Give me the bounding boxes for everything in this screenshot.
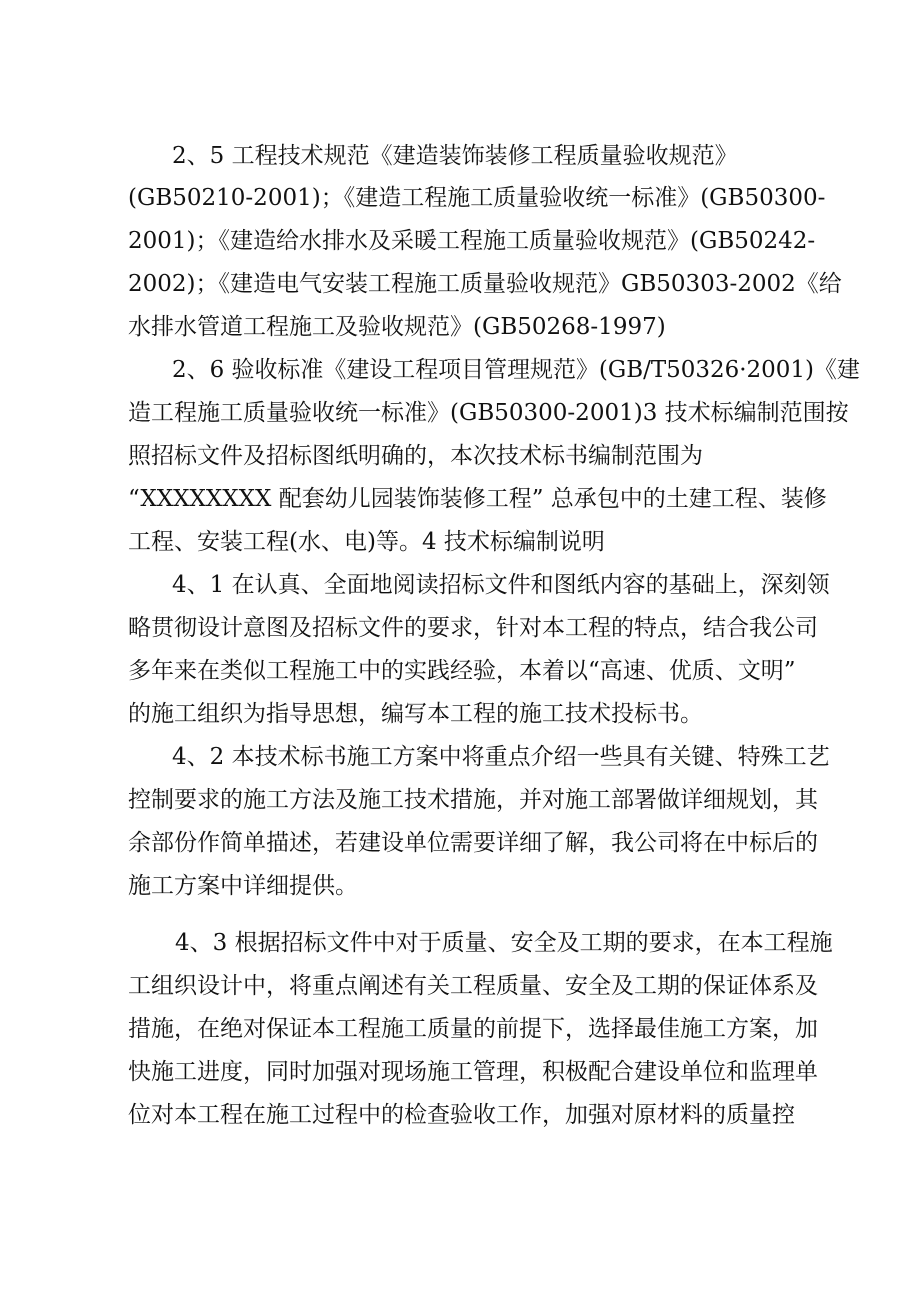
text-line: 措施，在绝对保证本工程施工质量的前提下，选择最佳施工方案，加: [128, 1016, 818, 1042]
text-line: 4、1 在认真、全面地阅读招标文件和图纸内容的基础上，深刻领: [172, 572, 830, 598]
text-line: 的施工组织为指导思想，编写本工程的施工技术投标书。: [128, 701, 703, 727]
text-line: (GB50210-2001)；《建造工程施工质量验收统一标准》(GB50300-: [128, 185, 826, 211]
text-line: 控制要求的施工方法及施工技术措施，并对施工部署做详细规划，其: [128, 787, 818, 813]
text-line: 施工方案中详细提供。: [128, 873, 358, 899]
text-line: 造工程施工质量验收统一标准》(GB50300-2001)3 技术标编制范围按: [128, 400, 849, 426]
text-line: “XXXXXXXX 配套幼儿园装饰装修工程” 总承包中的土建工程、装修: [128, 486, 827, 512]
text-line: 4、2 本技术标书施工方案中将重点介绍一些具有关键、特殊工艺: [172, 744, 830, 770]
text-line: 工程、安装工程(水、电)等。4 技术标编制说明: [128, 529, 605, 555]
text-line: 多年来在类似工程施工中的实践经验，本着以“高速、优质、文明”: [128, 658, 796, 684]
text-line: 位对本工程在施工过程中的检查验收工作，加强对原材料的质量控: [128, 1102, 795, 1128]
text-line: 2001)；《建造给水排水及采暖工程施工质量验收规范》(GB50242-: [128, 228, 816, 254]
text-line: 工组织设计中，将重点阐述有关工程质量、安全及工期的保证体系及: [128, 973, 818, 999]
text-line: 照招标文件及招标图纸明确的，本次技术标书编制范围为: [128, 443, 703, 469]
text-line: 2、5 工程技术规范《建造装饰装修工程质量验收规范》: [172, 143, 738, 169]
text-line: 快施工进度，同时加强对现场施工管理，积极配合建设单位和监理单: [128, 1059, 818, 1085]
text-line: 余部份作简单描述，若建设单位需要详细了解，我公司将在中标后的: [128, 830, 818, 856]
text-line: 略贯彻设计意图及招标文件的要求，针对本工程的特点，结合我公司: [128, 615, 818, 641]
text-line: 2、6 验收标准《建设工程项目管理规范》(GB/T50326·2001)《建: [172, 357, 860, 383]
text-line: 2002)；《建造电气安装工程施工质量验收规范》GB50303-2002《给: [128, 271, 842, 297]
text-line: 4、3 根据招标文件中对于质量、安全及工期的要求，在本工程施: [175, 930, 833, 956]
text-line: 水排水管道工程施工及验收规范》(GB50268-1997): [128, 314, 666, 340]
